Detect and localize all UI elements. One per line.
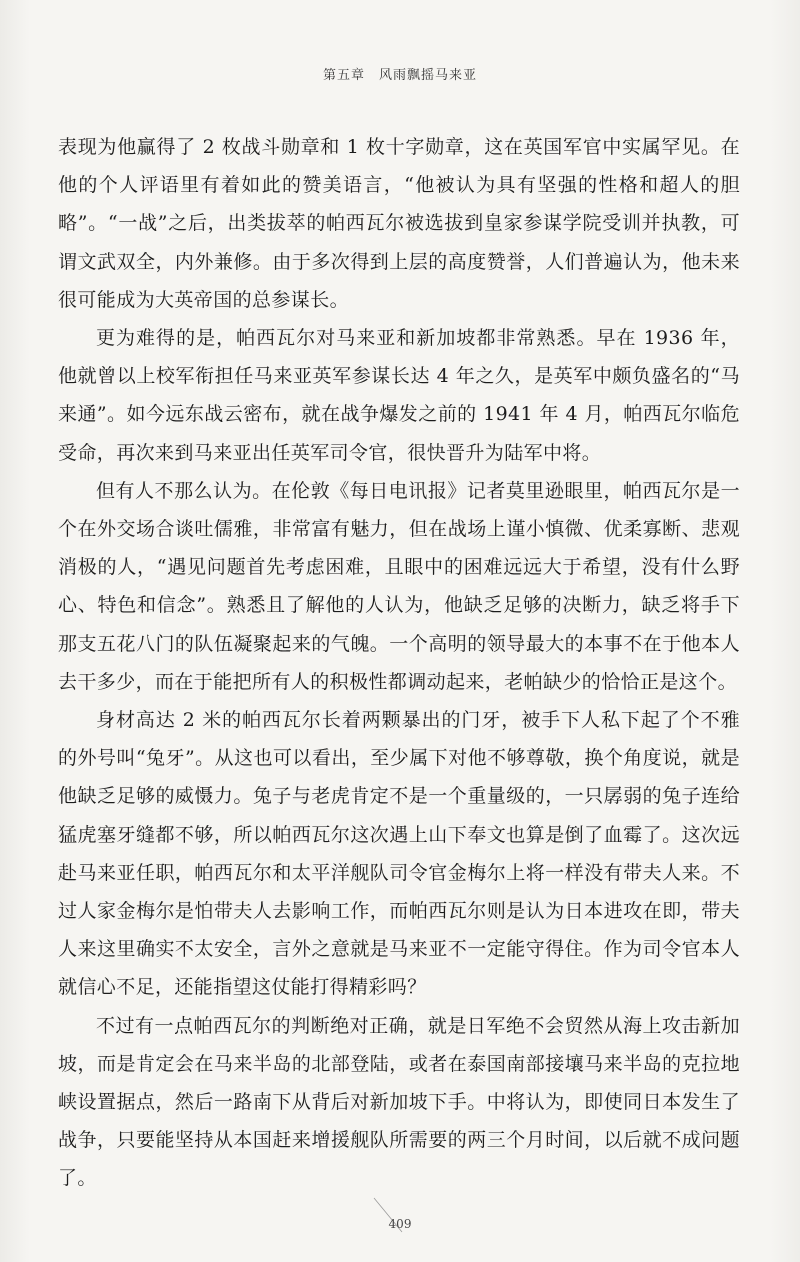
paragraph-4: 身材高达 2 米的帕西瓦尔长着两颗暴出的门牙，被手下人私下起了个不雅的外号叫“兔牙”。从这也可以看出，至少属下对他不够尊敬，换个角度说，就是他缺乏足够的威慑力。兔子与老虎肯定不是一个重量级的，一只孱弱的兔子连给猛虎塞牙缝都不够，所以帕西瓦尔这次遇上山下奉文也算是倒了血霉了。这次远赴马来亚任职，帕西瓦尔和太平洋舰队司令官金梅尔上将一样没有带夫人来。不过人家金梅尔是怕带夫人去影响工作，而帕西瓦尔则是认为日本进攻在即，带夫人来这里确实不太安全，言外之意就是马来亚不一定能守得住。作为司令官本人就信心不足，还能指望这仗能打得精彩吗？ — [58, 709, 740, 999]
paragraph-5: 不过有一点帕西瓦尔的判断绝对正确，就是日军绝不会贸然从海上攻击新加坡，而是肯定会在马来半岛的北部登陆，或者在泰国南部接壤马来半岛的克拉地峡设置据点，然后一路南下从背后对新加坡下手。中将认为，即使同日本发生了战争，只要能坚持从本国赶来增援舰队所需要的两三个月时间，以后就不成问题了。 — [58, 1014, 740, 1190]
paragraph-1: 表现为他赢得了 2 枚战斗勋章和 1 枚十字勋章，这在英国军官中实属罕见。在他的个人评语里有着如此的赞美语言，“他被认为具有坚强的性格和超人的胆略”。“一战”之后，出类拔萃的帕西瓦尔被选拔到皇家参谋学院受训并执教，可谓文武双全，内外兼修。由于多次得到上层的高度赞誉，人们普遍认为，他未来很可能成为大英帝国的总参谋长。 — [58, 136, 740, 311]
chapter-title: 风雨飘摇马来亚 — [379, 68, 478, 83]
body-text — [58, 128, 740, 1198]
running-head — [0, 64, 800, 83]
page-number: 409 — [388, 1217, 412, 1231]
paragraph-3: 但有人不那么认为。在伦敦《每日电讯报》记者莫里逊眼里，帕西瓦尔是一个在外交场合谈吐儒雅，非常富有魅力，但在战场上谨小慎微、优柔寡断、悲观消极的人，“遇见问题首先考虑困难，且眼中的困难远远大于希望，没有什么野心、特色和信念”。熟悉且了解他的人认为，他缺乏足够的决断力，缺乏将手下那支五花八门的队伍凝聚起来的气魄。一个高明的领导最大的本事不在于他本人去干多少，而在于能把所有人的积极性都调动起来，老帕缺少的恰恰正是这个。 — [58, 479, 740, 693]
paragraph-2: 更为难得的是，帕西瓦尔对马来亚和新加坡都非常熟悉。早在 1936 年，他就曾以上校军衔担任马来亚英军参谋长达 4 年之久，是英军中颇负盛名的“马来通”。如今远东战云密布，就在战争爆发之前的 1941 年 4 月，帕西瓦尔临危受命，再次来到马来亚出任英军司令官，很快晋升为陆军中将。 — [58, 327, 740, 464]
chapter-number: 第五章 — [322, 68, 365, 83]
